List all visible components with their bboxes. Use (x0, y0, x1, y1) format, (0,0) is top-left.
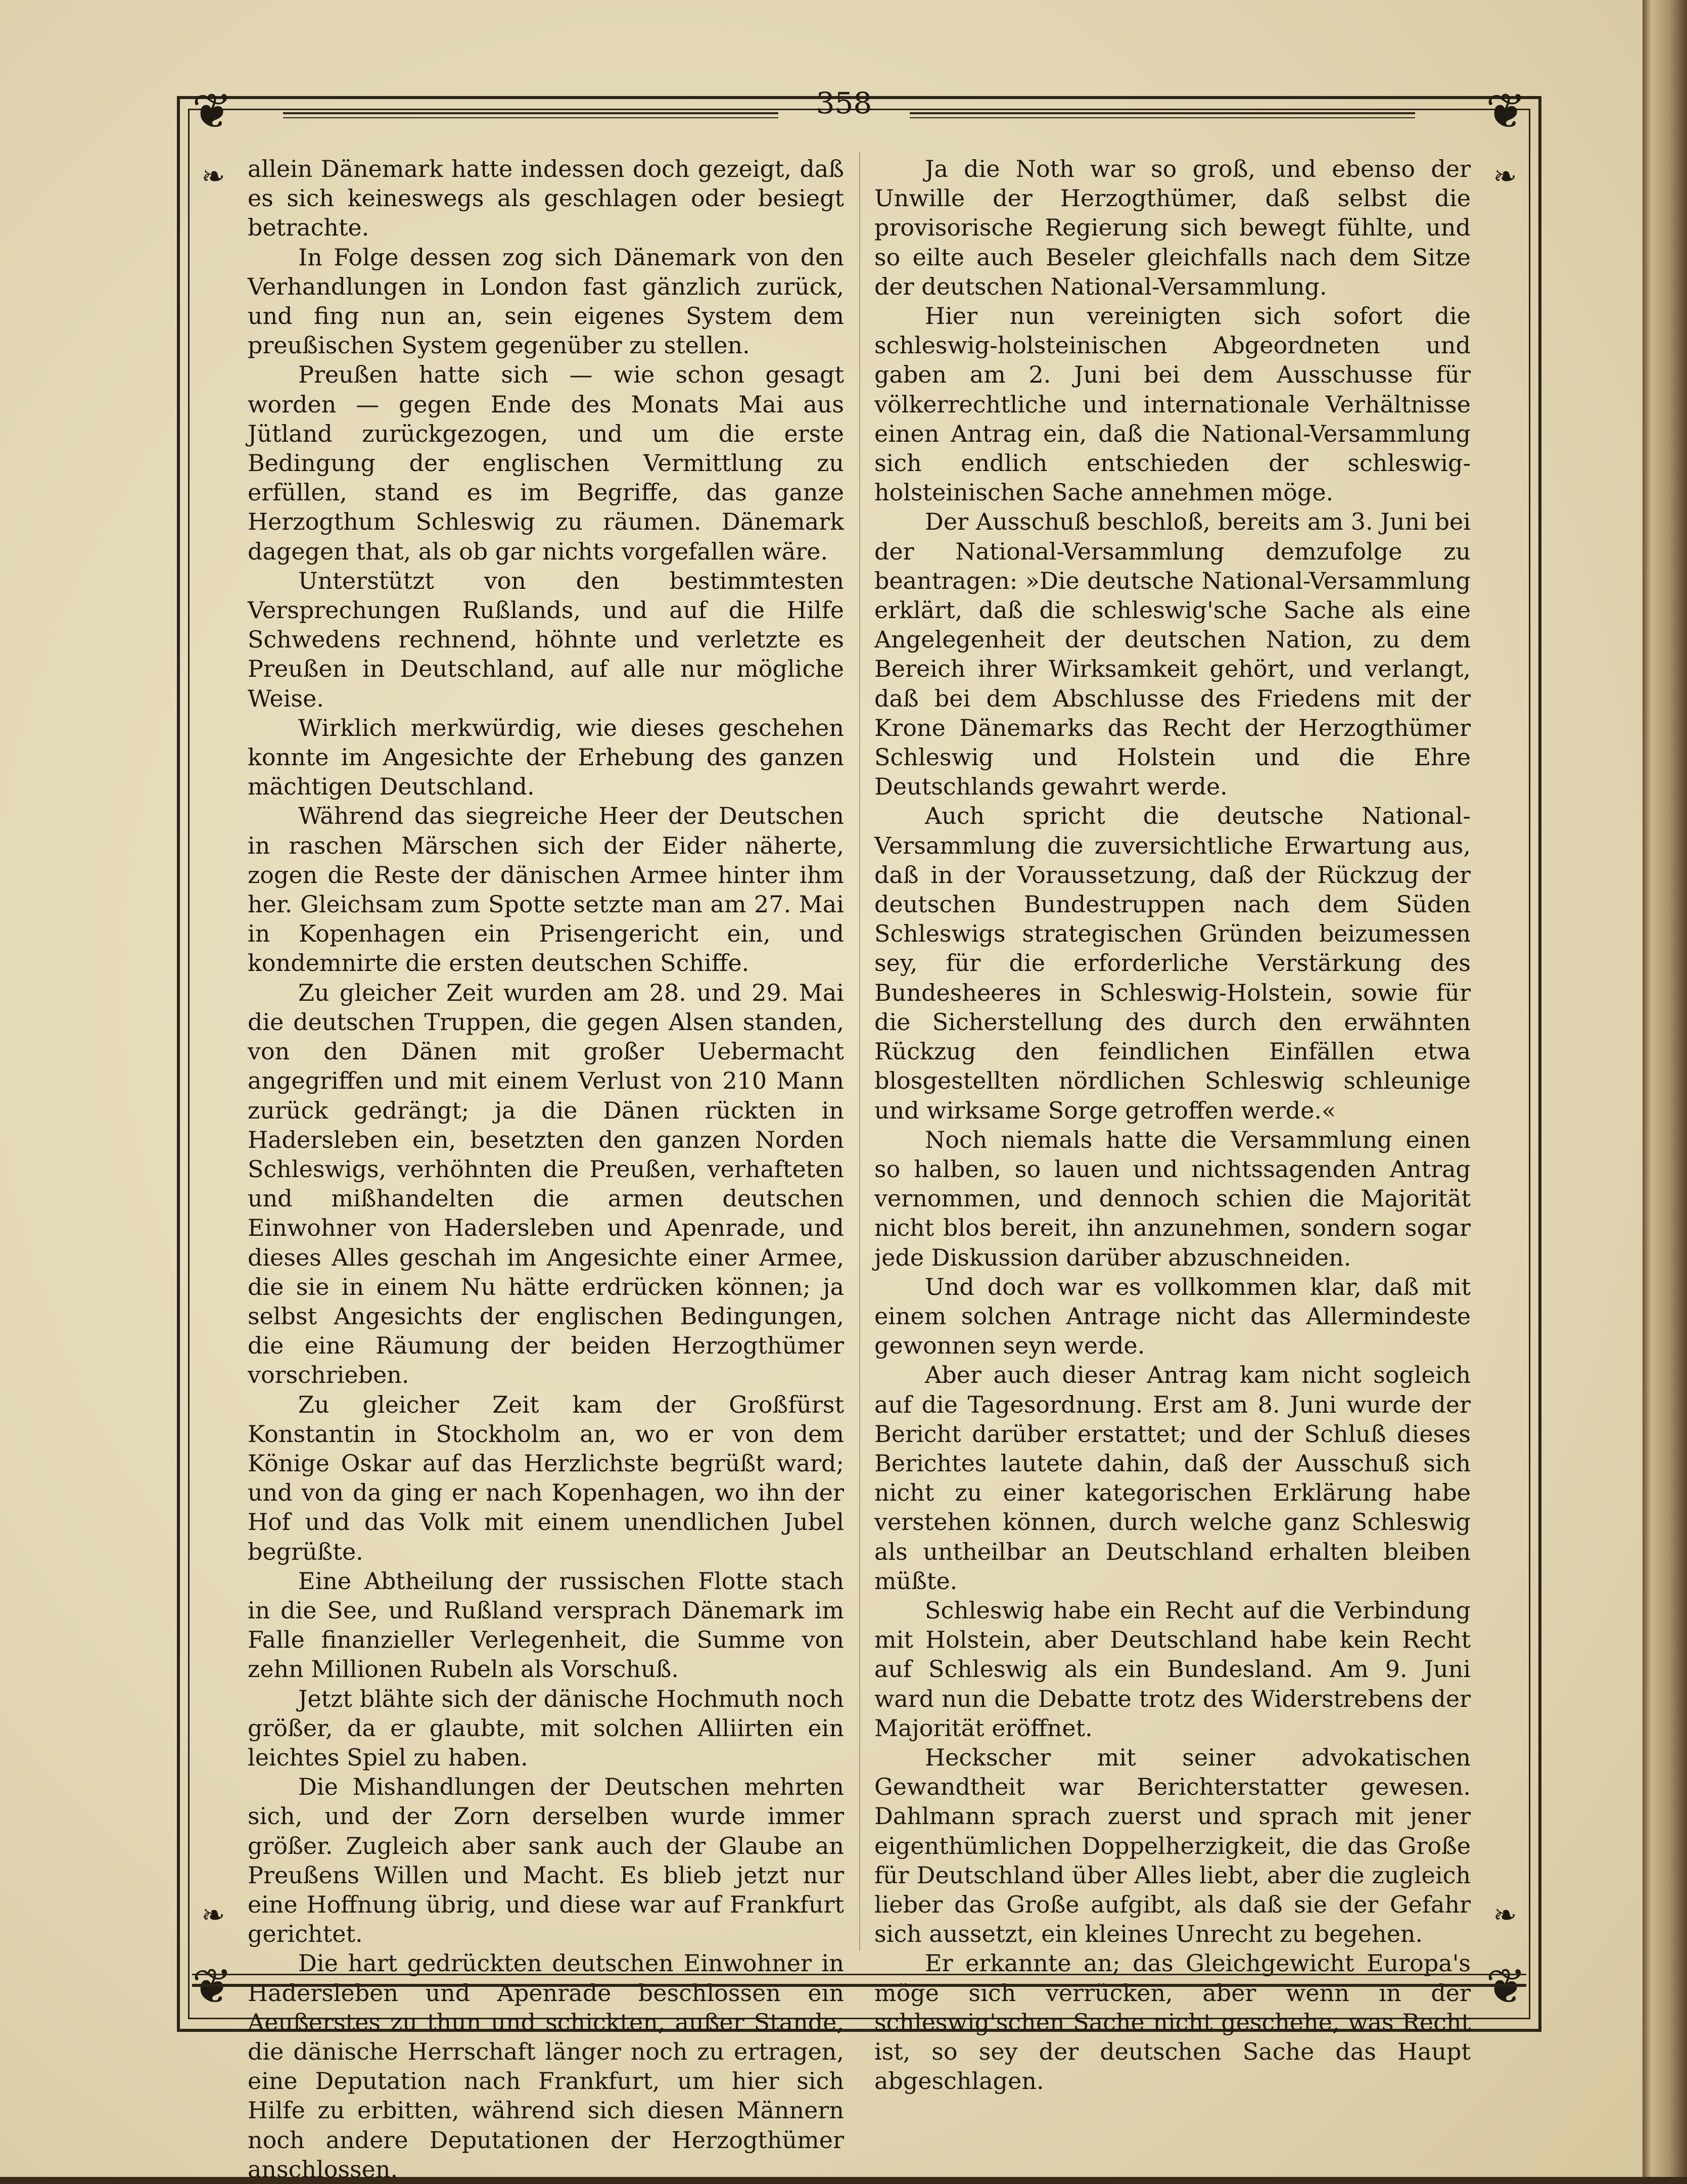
paragraph: Auch spricht die deutsche National-Versammlung die zuversichtliche Erwartung aus, daß in der Voraussetzung, daß der Rückzug der deutschen Bundestruppen nach dem Süden Schleswigs strategischen Gründen beizumessen sey, für die erforderliche Verstärkung des Bundesheeres in Schleswig-Holstein, sowie für die Sicherstellung des durch den erwähnten Rückzug den feindlichen Einfällen etwa blosgestellten nördlichen Schleswig schleunige und wirksame Sorge getroffen werde.« (874, 802, 1471, 1124)
footer-rule-thin (192, 1974, 1526, 1975)
header-rule-left (283, 112, 778, 118)
next-page-edge (1643, 0, 1687, 2177)
corner-ornament-icon: ❦ (192, 83, 233, 140)
paragraph: Zu gleicher Zeit wurden am 28. und 29. Mai die deutschen Truppen, die gegen Alsen standen, von den Dänen mit großer Uebermacht angegriffen und mit einem Verlust von 210 Mann zurück gedrängt; ja die Dänen rückten in Hadersleben ein, besetzten den ganzen Norden Schleswigs, verhöhnten die Preußen, verhafteten und mißhandelten die armen deutschen Einwohner von Hadersleben und Apenrade, und dieses Alles geschah im Angesichte einer Armee, die sie in einem Nu hätte erdrücken können; ja selbst Angesichts der englischen Bedingungen, die eine Räumung der beiden Herzogthümer vorschrieben. (248, 979, 844, 1389)
paragraph: Hier nun vereinigten sich sofort die schleswig-holsteinischen Abgeordneten und gaben am 2. Juni bei dem Ausschusse für völkerrechtliche und internationale Verhältnisse einen Antrag ein, daß die National-Versammlung sich endlich entschieden der schleswig-holsteinischen Sache annehmen möge. (874, 302, 1471, 506)
paragraph: Preußen hatte sich — wie schon gesagt worden — gegen Ende des Monats Mai aus Jütland zurückgezogen, und um die erste Bedingung der englischen Vermittlung zu erfüllen, stand es im Begriffe, das ganze Herzogthum Schleswig zu räumen. Dänemark dagegen that, als ob gar nichts vorgefallen wäre. (248, 361, 844, 565)
header-rule-right (910, 112, 1415, 118)
paragraph: Er erkannte an; das Gleichgewicht Europa's möge sich verrücken, aber wenn in der schleswig'schen Sache nicht geschehe, was Recht ist, so sey der deutschen Sache das Haupt abgeschlagen. (874, 1949, 1471, 2095)
corner-ornament-icon: ❦ (192, 1958, 233, 2015)
paragraph: Aber auch dieser Antrag kam nicht sogleich auf die Tagesordnung. Erst am 8. Juni wurde der Bericht darüber erstattet; und der Schluß dieses Berichtes lautete dahin, daß der Ausschuß sich nicht zu einer kategorischen Erklärung habe verstehen können, durch welche ganz Schleswig als untheilbar an Deutschland erhalten bleiben müßte. (874, 1361, 1471, 1595)
left-column (248, 154, 844, 2183)
paragraph: In Folge dessen zog sich Dänemark von den Verhandlungen in London fast gänzlich zurück, und fing nun an, sein eigenes System dem preußischen System gegenüber zu stellen. (248, 243, 844, 359)
side-ornament-icon: ❧ (1493, 1899, 1517, 1932)
side-ornament-icon: ❧ (201, 1899, 225, 1932)
paragraph: Unterstützt von den bestimmtesten Versprechungen Rußlands, und auf die Hilfe Schwedens rechnend, höhnte und verletzte es Preußen in Deutschland, auf alle nur mögliche Weise. (248, 567, 844, 712)
right-column (874, 154, 1471, 2095)
paragraph: Und doch war es vollkommen klar, daß mit einem solchen Antrage nicht das Allermindeste gewonnen seyn werde. (874, 1273, 1471, 1360)
paragraph: Jetzt blähte sich der dänische Hochmuth noch größer, da er glaubte, mit solchen Alliirten ein leichtes Spiel zu haben. (248, 1685, 844, 1771)
footer-rule-thick (192, 1984, 1526, 1987)
text-columns (248, 154, 1471, 2183)
paragraph: Eine Abtheilung der russischen Flotte stach in die See, und Rußland versprach Dänemark im Falle finanzieller Verlegenheit, die Summe von zehn Millionen Rubeln als Vorschuß. (248, 1567, 844, 1683)
paragraph: Wirklich merkwürdig, wie dieses geschehen konnte im Angesichte der Erhebung des ganzen mächtigen Deutschland. (248, 714, 844, 801)
paragraph: Schleswig habe ein Recht auf die Verbindung mit Holstein, aber Deutschland habe kein Recht auf Schleswig als ein Bundesland. Am 9. Juni ward nun die Debatte trotz des Widerstrebens der Majorität eröffnet. (874, 1596, 1471, 1742)
paragraph: Zu gleicher Zeit kam der Großfürst Konstantin in Stockholm an, wo er von dem Könige Oskar auf das Herzlichste begrüßt ward; und von da ging er nach Kopenhagen, wo ihn der Hof und das Volk mit einem unendlichen Jubel begrüßte. (248, 1390, 844, 1565)
corner-ornament-icon: ❦ (1485, 1958, 1527, 2015)
paragraph: Der Ausschuß beschloß, bereits am 3. Juni bei der National-Versammlung demzufolge zu beantragen: »Die deutsche National-Versammlung erklärt, daß die schleswig'sche Sache als eine Angelegenheit der deutschen Nation, zu dem Bereich ihrer Wirksamkeit gehört, und verlangt, daß bei dem Abschlusse des Friedens mit der Krone Dänemarks das Recht der Herzogthümer Schleswig und Holstein und die Ehre Deutschlands gewahrt werde. (874, 508, 1471, 801)
side-ornament-icon: ❧ (1493, 160, 1517, 193)
paragraph: allein Dänemark hatte indessen doch gezeigt, daß es sich keineswegs als geschlagen oder besiegt betrachte. (248, 155, 844, 242)
paragraph: Heckscher mit seiner advokatischen Gewandtheit war Berichterstatter gewesen. Dahlmann sprach zuerst und sprach mit jener eigenthümlichen Doppelherzigkeit, die das Große für Deutschland über Alles liebt, aber die zugleich lieber das Große aufgibt, als daß sie der Gefahr sich aussetzt, ein kleines Unrecht zu begehen. (874, 1743, 1471, 1948)
corner-ornament-icon: ❦ (1485, 83, 1527, 140)
page-number: 358 (816, 86, 872, 120)
paragraph: Die hart gedrückten deutschen Einwohner in Hadersleben und Apenrade beschlossen ein Aeußerstes zu thun und schickten, außer Stande, die dänische Herrschaft länger noch zu ertragen, eine Deputation nach Frankfurt, um hier sich Hilfe zu erbitten, während sich diesen Männern noch andere Deputationen der Herzogthümer anschlossen. (248, 1949, 844, 2183)
paragraph: Die Mishandlungen der Deutschen mehrten sich, und der Zorn derselben wurde immer größer. Zugleich aber sank auch der Glaube an Preußens Willen und Macht. Es blieb jetzt nur eine Hoffnung übrig, und diese war auf Frankfurt gerichtet. (248, 1773, 844, 1948)
side-ornament-icon: ❧ (201, 160, 225, 193)
paragraph: Während das siegreiche Heer der Deutschen in raschen Märschen sich der Eider näherte, zogen die Reste der dänischen Armee hinter ihm her. Gleichsam zum Spotte setzte man am 27. Mai in Kopenhagen ein Prisengericht ein, und kondemnirte die ersten deutschen Schiffe. (248, 802, 844, 977)
paragraph: Noch niemals hatte die Versammlung einen so halben, so lauen und nichtssagenden Antrag vernommen, und dennoch schien die Majorität nicht blos bereit, ihn anzunehmen, sondern sogar jede Diskussion darüber abzuschneiden. (874, 1126, 1471, 1271)
paragraph: Ja die Noth war so groß, und ebenso der Unwille der Herzogthümer, daß selbst die provisorische Regierung sich bewegt fühlte, und so eilte auch Beseler gleichfalls nach dem Sitze der deutschen National-Versammlung. (874, 155, 1471, 300)
